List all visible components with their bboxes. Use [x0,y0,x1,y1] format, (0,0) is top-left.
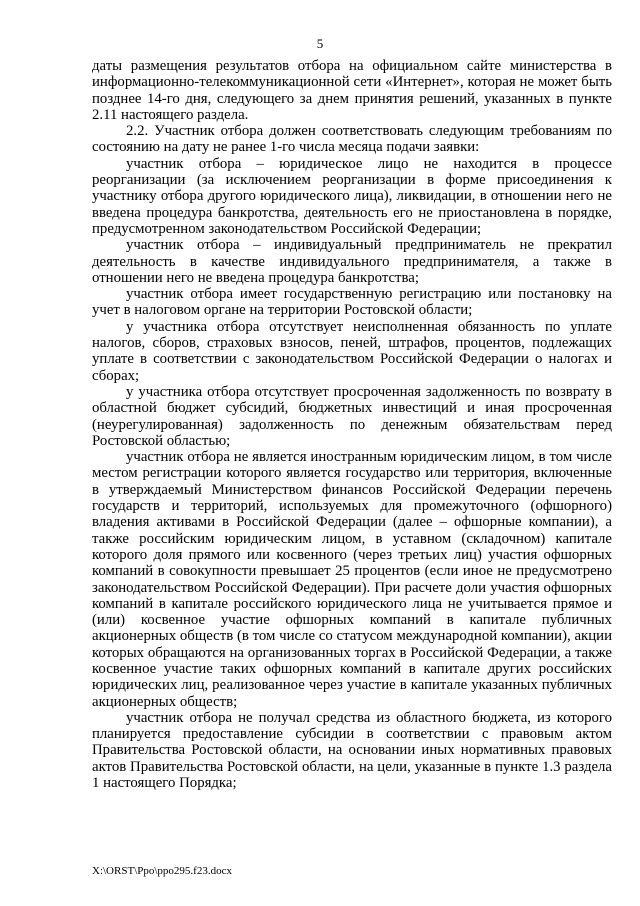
paragraph-overdue-debt: у участника отбора отсутствует просроченная задолженность по возврату в областной бюджет субсидий, бюджетных инвестиций и иная просроченная (неурегулированная) задолженность по денежным обязательствам перед Ростовской областью; [92,383,612,449]
document-body [92,58,612,791]
paragraph-legal-entity-status: участник отбора – юридическое лицо не находится в процессе реорганизации (за исключением реорганизации в форме присоединения к участнику отбора другого юридического лица), ликвидации, в отношении него не введена процедура банкротства, деятельность его не приостановлена в порядке, предусмотренном законодательством Российской Федерации; [92,155,612,237]
paragraph-results-publication: даты размещения результатов отбора на официальном сайте министерства в информационно-телекоммуникационной сети «Интернет», которая не может быть позднее 14-го дня, следующего за днем принятия решений, указанных в пункте 2.11 настоящего раздела. [92,58,612,123]
paragraph-entrepreneur-status: участник отбора – индивидуальный предприниматель не прекратил деятельность в качестве индивидуального предпринимателя, а также в отношении него не введена процедура банкротства; [92,237,612,286]
page-number: 5 [316,36,324,51]
footer-file-path: X:\ORST\Ppo\ppo295.f23.docx [92,865,232,877]
paragraph-no-prior-funds: участник отбора не получал средства из областного бюджета, из которого планируется предоставление субсидии в соответствии с правовым актом Правительства Ростовской области, на основании иных нормативных правовых актов Правительства Ростовской области, на цели, указанные в пункте 1.3 раздела 1 настоящего Порядка; [92,709,612,792]
paragraph-offshore: участник отбора не является иностранным юридическим лицом, в том числе местом регистрации которого является государство или территория, включенные в утверждаемый Министерством финансов Российской Федерации перечень государств и территорий, используемых для промежуточного (офшорного) владения активами в Российской Федерации (далее – офшорные компании), а также российским юридическим лицом, в уставном (складочном) капитале которого доля прямого или косвенного (через третьих лиц) участия офшорных компаний в совокупности превышает 25 процентов (если иное не предусмотрено законодательством Российской Федерации). При расчете доли участия офшорных компаний в капитале российского юридического лица не учитывается прямое и (или) косвенное участие офшорных компаний в капитале публичных акционерных обществ (в том числе со статусом международной компании), акции которых обращаются на организованных торгах в Российской Федерации, а также косвенное участие таких офшорных компаний в капитале других российских юридических лиц, реализованное через участие в капитале указанных публичных акционерных обществ; [92,449,612,710]
paragraph-tax-obligations: у участника отбора отсутствует неисполненная обязанность по уплате налогов, сборов, страховых взносов, пеней, штрафов, процентов, подлежащих уплате в соответствии с законодательством Российской Федерации о налогах и сборах; [92,318,612,384]
paragraph-2-2-requirements: 2.2. Участник отбора должен соответствовать следующим требованиям по состоянию на дату не ранее 1-го числа месяца подачи заявки: [92,123,612,156]
paragraph-registration: участник отбора имеет государственную регистрацию или постановку на учет в налоговом органе на территории Ростовской области; [92,286,612,319]
